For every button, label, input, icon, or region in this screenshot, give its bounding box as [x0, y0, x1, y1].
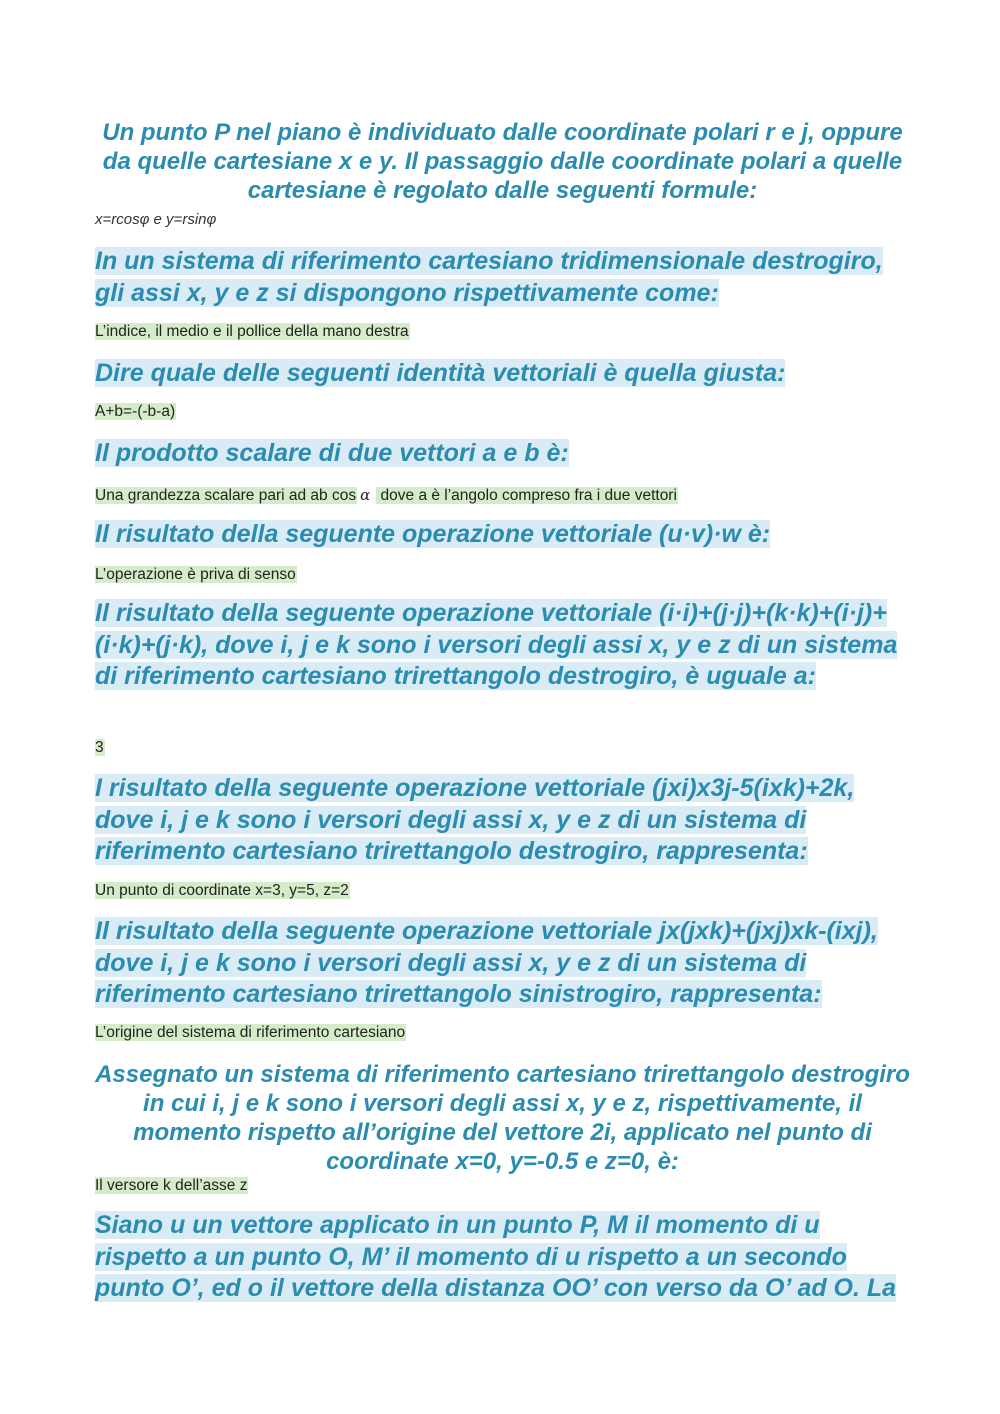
answer-3: [95, 485, 678, 506]
answer-6: [95, 881, 350, 901]
alpha-symbol: α: [360, 486, 371, 504]
polar-formula: [95, 211, 216, 228]
formula-text: x=rcosφ e y=rsinφ: [95, 211, 217, 228]
question-3-text: Il prodotto scalare di due vettori a e b è:: [95, 439, 569, 467]
question-9-text: Siano u un vettore applicato in un punto P, M il momento di u rispetto a un punto O, M’ il momento di u rispetto a un secondo punto O’, ed o il vettore della distanza OO’ con verso da O’ ad O. La: [95, 1211, 897, 1302]
answer-6-text: Un punto di coordinate x=3, y=5, z=2: [95, 882, 349, 899]
question-5: [95, 598, 910, 693]
question-9: [95, 1210, 910, 1305]
answer-1-text: L’indice, il medio e il pollice della mano destra: [95, 323, 409, 340]
answer-5-text: 3: [95, 739, 104, 756]
question-2-text: Dire quale delle seguenti identità vettoriali è quella giusta:: [95, 359, 786, 387]
answer-2: [95, 402, 176, 422]
question-8-text: Assegnato un sistema di riferimento cartesiano trirettangolo destrogiro in cui i, j e k sono i versori degli assi x, y e z, rispettivamente, il momento rispetto all’origine del vettore 2i, applicato nel punto di coordinate x=0, y=-0.5 e z=0, è:: [95, 1061, 910, 1175]
answer-7: [95, 1023, 406, 1043]
question-1-text: In un sistema di riferimento cartesiano tridimensionale destrogiro, gli assi x, y e z si dispongono rispettivamente come:: [95, 247, 883, 307]
question-6-text: I risultato della seguente operazione vettoriale (jxi)x3j-5(ixk)+2k, dove i, j e k sono i versori degli assi x, y e z di un sistema di riferimento cartesiano trirettangolo destrogiro, rappresenta:: [95, 774, 855, 865]
answer-1: [95, 322, 410, 342]
question-8: [95, 1060, 910, 1176]
question-4-text: Il risultato della seguente operazione vettoriale (u·v)·w è:: [95, 520, 771, 548]
answer-3-text-part1: Una grandezza scalare pari ad ab cos: [95, 487, 357, 504]
answer-4-text: L’operazione è priva di senso: [95, 566, 296, 583]
answer-2-text: A+b=-(-b-a): [95, 403, 176, 420]
question-6: [95, 773, 910, 868]
question-4: [95, 519, 910, 551]
question-2: [95, 358, 910, 390]
answer-4: [95, 565, 297, 585]
question-3: [95, 438, 910, 470]
answer-7-text: L’origine del sistema di riferimento cartesiano: [95, 1024, 406, 1041]
question-5-text: Il risultato della seguente operazione vettoriale (i·i)+(j·j)+(k·k)+(i·j)+(i·k)+(j·k), dove i, j e k sono i versori degli assi x, y e z di un sistema di riferimento cartesiano trirettangolo destrogiro, è uguale a:: [95, 599, 898, 690]
intro-text: Un punto P nel piano è individuato dalle coordinate polari r e j, oppure da quelle cartesiane x e y. Il passaggio dalle coordinate polari a quelle cartesiane è regolato dalle seguenti formule:: [102, 119, 903, 204]
answer-8: [95, 1176, 248, 1196]
question-7: [95, 916, 910, 1011]
question-1: [95, 246, 910, 309]
answer-8-text: Il versore k dell’asse z: [95, 1177, 248, 1194]
answer-3-text-part2: dove a è l’angolo compreso fra i due vettori: [376, 487, 677, 504]
answer-5: [95, 738, 105, 758]
intro-paragraph: [95, 118, 910, 205]
question-7-text: Il risultato della seguente operazione vettoriale jx(jxk)+(jxj)xk-(ixj), dove i, j e k sono i versori degli assi x, y e z di un sistema di riferimento cartesiano trirettangolo sinistrogiro, rappresenta:: [95, 917, 878, 1008]
